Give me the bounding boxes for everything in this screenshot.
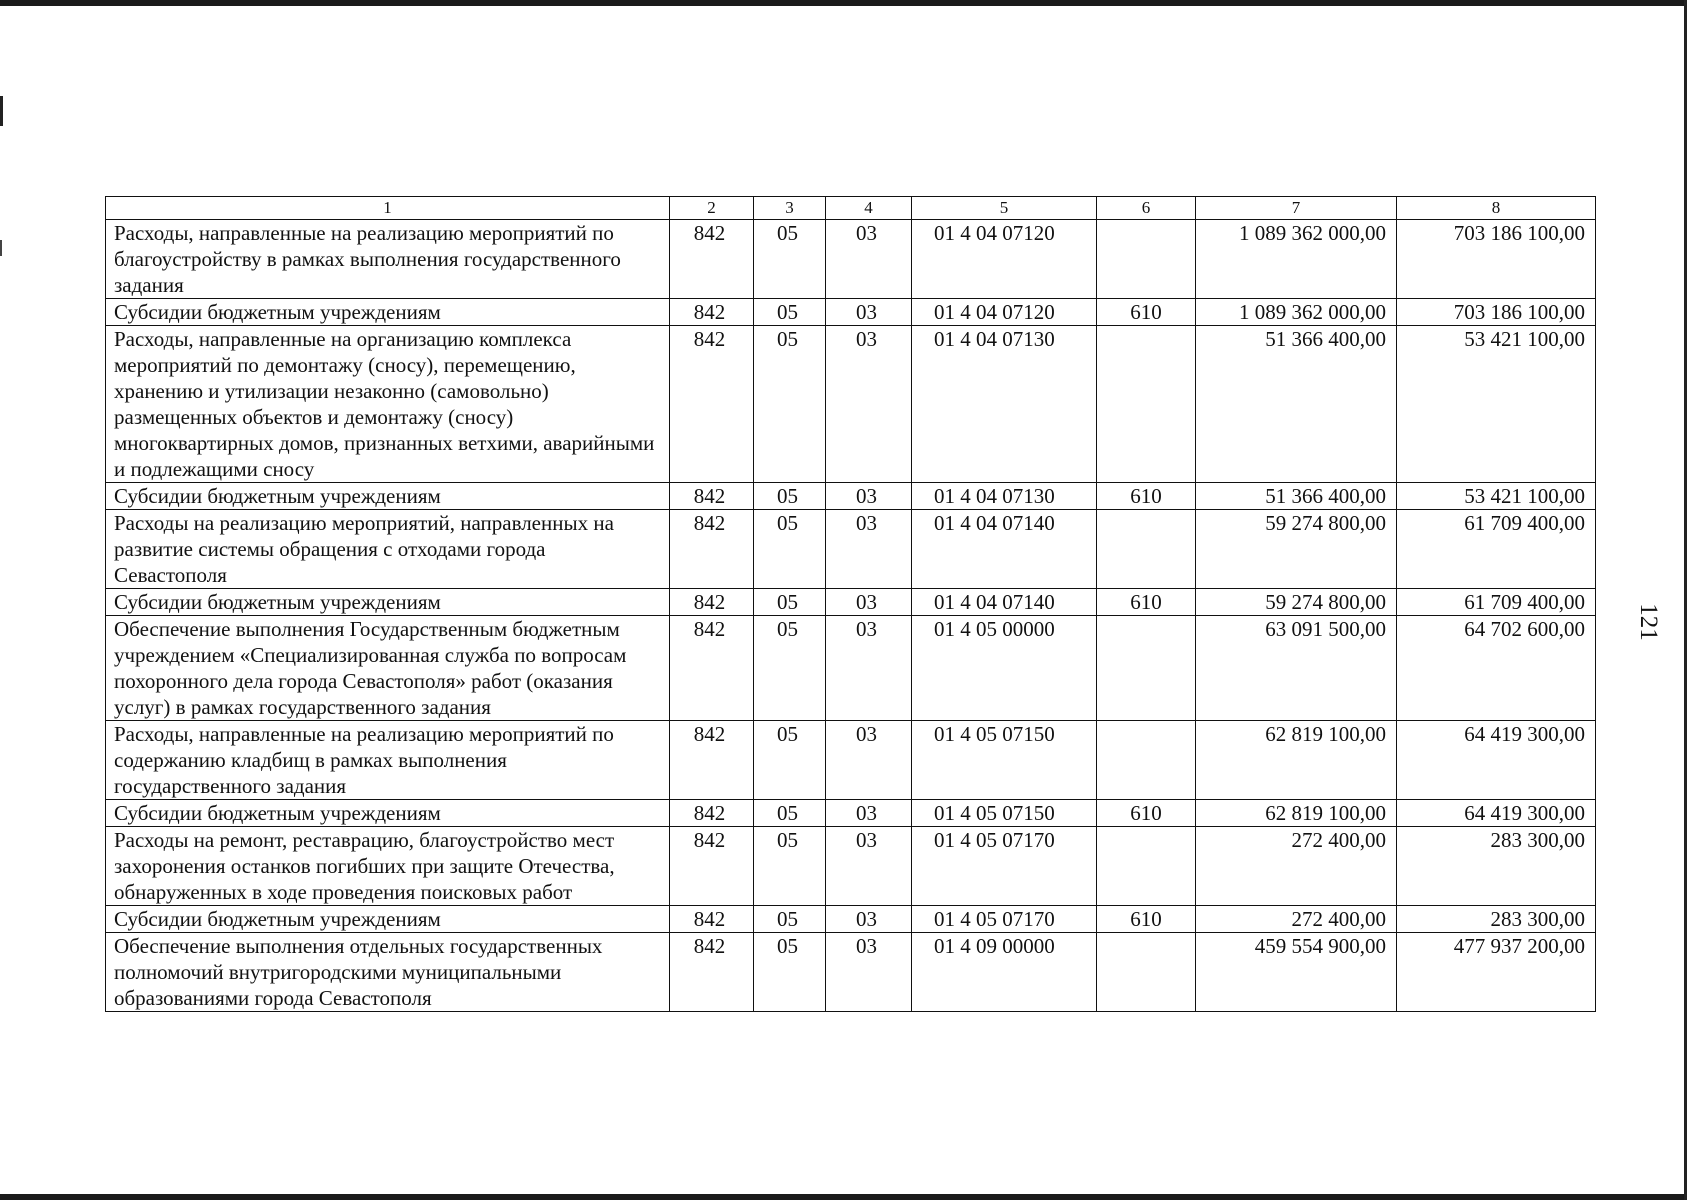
table-row bbox=[106, 933, 1596, 1012]
page-number: 121 bbox=[1635, 603, 1662, 641]
row-subsection-cell: 03 bbox=[826, 220, 912, 299]
row-grbs-cell: 842 bbox=[670, 827, 754, 906]
row-expense-type-cell: 610 bbox=[1097, 299, 1196, 326]
row-section-cell: 05 bbox=[754, 483, 826, 510]
header-col-3: 3 bbox=[754, 197, 826, 220]
row-amount-1-cell: 59 274 800,00 bbox=[1196, 589, 1397, 616]
table-row bbox=[106, 220, 1596, 299]
row-name-cell: Расходы, направленные на организацию комплекса мероприятий по демонтажу (сносу), перемещению, хранению и утилизации незаконно (самовольно) размещенных объектов и демонтажу (сносу) многоквартирных домов, признанных ветхими, аварийными и подлежащими сносу bbox=[106, 326, 670, 483]
row-subsection-cell: 03 bbox=[826, 827, 912, 906]
row-grbs-cell: 842 bbox=[670, 589, 754, 616]
table-row bbox=[106, 589, 1596, 616]
row-expense-type-cell bbox=[1097, 510, 1196, 589]
row-target-article-cell: 01 4 04 07120 bbox=[912, 299, 1097, 326]
scan-left-mark bbox=[0, 96, 3, 126]
row-amount-2-cell: 64 419 300,00 bbox=[1397, 721, 1596, 800]
row-section-cell: 05 bbox=[754, 616, 826, 721]
row-amount-1-cell: 51 366 400,00 bbox=[1196, 326, 1397, 483]
row-name-cell: Расходы, направленные на реализацию мероприятий по содержанию кладбищ в рамках выполнения государственного задания bbox=[106, 721, 670, 800]
row-grbs-cell: 842 bbox=[670, 616, 754, 721]
row-amount-2-cell: 477 937 200,00 bbox=[1397, 933, 1596, 1012]
header-col-7: 7 bbox=[1196, 197, 1397, 220]
row-amount-1-cell: 63 091 500,00 bbox=[1196, 616, 1397, 721]
row-target-article-cell: 01 4 04 07130 bbox=[912, 483, 1097, 510]
row-amount-2-cell: 61 709 400,00 bbox=[1397, 510, 1596, 589]
row-name-cell: Обеспечение выполнения Государственным бюджетным учреждением «Специализированная служба по вопросам похоронного дела города Севастополя» работ (оказания услуг) в рамках государственного задания bbox=[106, 616, 670, 721]
row-subsection-cell: 03 bbox=[826, 589, 912, 616]
row-name-cell: Субсидии бюджетным учреждениям bbox=[106, 589, 670, 616]
row-amount-2-cell: 61 709 400,00 bbox=[1397, 589, 1596, 616]
row-expense-type-cell bbox=[1097, 220, 1196, 299]
table-row bbox=[106, 827, 1596, 906]
scan-left-mark-2 bbox=[0, 240, 2, 256]
row-grbs-cell: 842 bbox=[670, 800, 754, 827]
row-amount-1-cell: 62 819 100,00 bbox=[1196, 800, 1397, 827]
row-subsection-cell: 03 bbox=[826, 933, 912, 1012]
row-amount-1-cell: 51 366 400,00 bbox=[1196, 483, 1397, 510]
row-section-cell: 05 bbox=[754, 589, 826, 616]
header-col-6: 6 bbox=[1097, 197, 1196, 220]
row-name-cell: Субсидии бюджетным учреждениям bbox=[106, 299, 670, 326]
row-section-cell: 05 bbox=[754, 510, 826, 589]
row-grbs-cell: 842 bbox=[670, 933, 754, 1012]
scan-bottom-border bbox=[0, 1194, 1687, 1200]
row-name-cell: Расходы на реализацию мероприятий, направленных на развитие системы обращения с отходами города Севастополя bbox=[106, 510, 670, 589]
table-row bbox=[106, 510, 1596, 589]
row-amount-1-cell: 59 274 800,00 bbox=[1196, 510, 1397, 589]
header-col-2: 2 bbox=[670, 197, 754, 220]
row-expense-type-cell bbox=[1097, 616, 1196, 721]
row-subsection-cell: 03 bbox=[826, 326, 912, 483]
row-grbs-cell: 842 bbox=[670, 326, 754, 483]
row-name-cell: Субсидии бюджетным учреждениям bbox=[106, 800, 670, 827]
row-target-article-cell: 01 4 05 07170 bbox=[912, 906, 1097, 933]
table-row bbox=[106, 326, 1596, 483]
row-name-cell: Субсидии бюджетным учреждениям bbox=[106, 906, 670, 933]
row-expense-type-cell bbox=[1097, 721, 1196, 800]
budget-table bbox=[105, 196, 1596, 1012]
row-grbs-cell: 842 bbox=[670, 510, 754, 589]
row-section-cell: 05 bbox=[754, 827, 826, 906]
row-amount-2-cell: 283 300,00 bbox=[1397, 906, 1596, 933]
row-expense-type-cell bbox=[1097, 827, 1196, 906]
row-grbs-cell: 842 bbox=[670, 299, 754, 326]
row-section-cell: 05 bbox=[754, 721, 826, 800]
table-row bbox=[106, 721, 1596, 800]
row-amount-1-cell: 62 819 100,00 bbox=[1196, 721, 1397, 800]
header-col-1: 1 bbox=[106, 197, 670, 220]
row-expense-type-cell: 610 bbox=[1097, 589, 1196, 616]
row-amount-1-cell: 1 089 362 000,00 bbox=[1196, 220, 1397, 299]
table-row bbox=[106, 299, 1596, 326]
row-grbs-cell: 842 bbox=[670, 906, 754, 933]
row-target-article-cell: 01 4 04 07120 bbox=[912, 220, 1097, 299]
header-col-8: 8 bbox=[1397, 197, 1596, 220]
row-section-cell: 05 bbox=[754, 220, 826, 299]
row-name-cell: Расходы, направленные на реализацию мероприятий по благоустройству в рамках выполнения государственного задания bbox=[106, 220, 670, 299]
row-subsection-cell: 03 bbox=[826, 721, 912, 800]
row-subsection-cell: 03 bbox=[826, 483, 912, 510]
header-col-5: 5 bbox=[912, 197, 1097, 220]
row-section-cell: 05 bbox=[754, 326, 826, 483]
row-amount-2-cell: 283 300,00 bbox=[1397, 827, 1596, 906]
row-section-cell: 05 bbox=[754, 906, 826, 933]
row-target-article-cell: 01 4 05 07150 bbox=[912, 800, 1097, 827]
row-grbs-cell: 842 bbox=[670, 721, 754, 800]
row-amount-1-cell: 272 400,00 bbox=[1196, 906, 1397, 933]
row-expense-type-cell bbox=[1097, 326, 1196, 483]
header-col-4: 4 bbox=[826, 197, 912, 220]
row-expense-type-cell: 610 bbox=[1097, 906, 1196, 933]
row-subsection-cell: 03 bbox=[826, 299, 912, 326]
row-section-cell: 05 bbox=[754, 299, 826, 326]
row-amount-1-cell: 272 400,00 bbox=[1196, 827, 1397, 906]
row-target-article-cell: 01 4 05 07170 bbox=[912, 827, 1097, 906]
row-target-article-cell: 01 4 04 07140 bbox=[912, 510, 1097, 589]
row-grbs-cell: 842 bbox=[670, 483, 754, 510]
row-section-cell: 05 bbox=[754, 800, 826, 827]
row-amount-2-cell: 64 419 300,00 bbox=[1397, 800, 1596, 827]
table-row bbox=[106, 800, 1596, 827]
row-target-article-cell: 01 4 04 07140 bbox=[912, 589, 1097, 616]
table-header-row bbox=[106, 197, 1596, 220]
row-target-article-cell: 01 4 09 00000 bbox=[912, 933, 1097, 1012]
row-subsection-cell: 03 bbox=[826, 616, 912, 721]
table-row bbox=[106, 906, 1596, 933]
row-expense-type-cell: 610 bbox=[1097, 800, 1196, 827]
row-target-article-cell: 01 4 04 07130 bbox=[912, 326, 1097, 483]
row-amount-2-cell: 64 702 600,00 bbox=[1397, 616, 1596, 721]
row-amount-1-cell: 459 554 900,00 bbox=[1196, 933, 1397, 1012]
row-section-cell: 05 bbox=[754, 933, 826, 1012]
table-row bbox=[106, 616, 1596, 721]
row-target-article-cell: 01 4 05 00000 bbox=[912, 616, 1097, 721]
row-target-article-cell: 01 4 05 07150 bbox=[912, 721, 1097, 800]
row-subsection-cell: 03 bbox=[826, 510, 912, 589]
row-name-cell: Расходы на ремонт, реставрацию, благоустройство мест захоронения останков погибших при защите Отечества, обнаруженных в ходе проведения поисковых работ bbox=[106, 827, 670, 906]
row-grbs-cell: 842 bbox=[670, 220, 754, 299]
table-row bbox=[106, 483, 1596, 510]
row-name-cell: Обеспечение выполнения отдельных государственных полномочий внутригородскими муниципальными образованиями города Севастополя bbox=[106, 933, 670, 1012]
row-amount-2-cell: 53 421 100,00 bbox=[1397, 483, 1596, 510]
row-subsection-cell: 03 bbox=[826, 800, 912, 827]
row-expense-type-cell bbox=[1097, 933, 1196, 1012]
row-subsection-cell: 03 bbox=[826, 906, 912, 933]
row-expense-type-cell: 610 bbox=[1097, 483, 1196, 510]
row-name-cell: Субсидии бюджетным учреждениям bbox=[106, 483, 670, 510]
row-amount-2-cell: 703 186 100,00 bbox=[1397, 299, 1596, 326]
row-amount-2-cell: 703 186 100,00 bbox=[1397, 220, 1596, 299]
row-amount-2-cell: 53 421 100,00 bbox=[1397, 326, 1596, 483]
scan-top-border bbox=[0, 0, 1687, 6]
row-amount-1-cell: 1 089 362 000,00 bbox=[1196, 299, 1397, 326]
